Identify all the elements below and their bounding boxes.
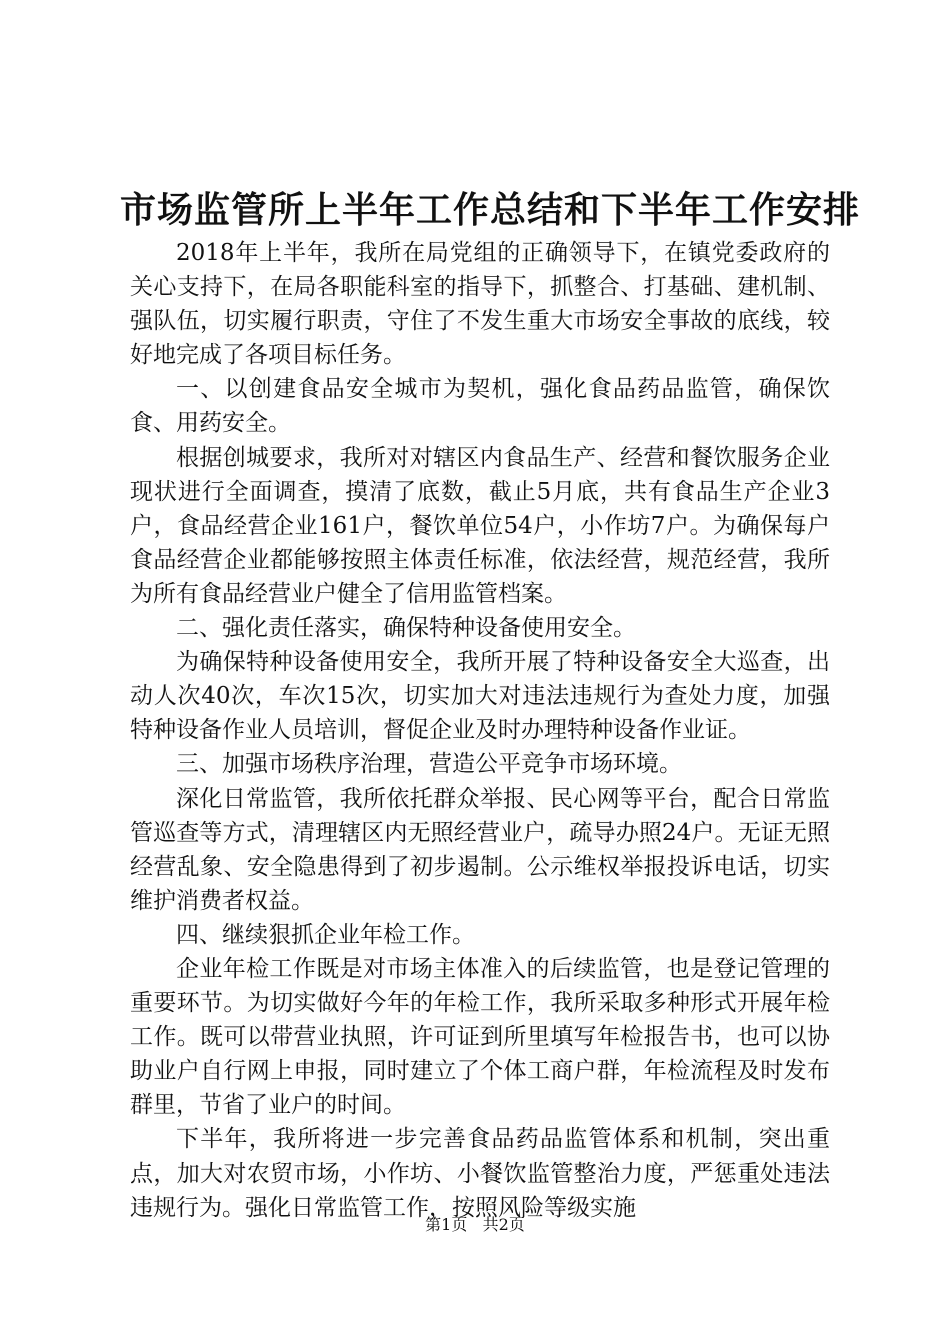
section-heading-2: 二、强化责任落实，确保特种设备使用安全。	[176, 615, 636, 642]
paragraph-market-order: 深化日常监管，我所依托群众举报、民心网等平台，配合日常监管巡查等方式，清理辖区内无照经营业户，疏导办照24户。无证无照经营乱象、安全隐患得到了初步遏制。公示维权举报投诉电话，切实维护消费者权益。	[130, 785, 830, 914]
paragraph-annual-inspection: 企业年检工作既是对市场主体准入的后续监管，也是登记管理的重要环节。为切实做好今年的年检工作，我所采取多种形式开展年检工作。既可以带营业执照，许可证到所里填写年检报告书，也可以协助业户自行网上申报，同时建立了个体工商户群，年检流程及时发布群里，节省了业户的时间。	[130, 955, 830, 1119]
document-title: 市场监管所上半年工作总结和下半年工作安排	[120, 189, 861, 231]
document-body	[130, 236, 830, 1225]
page-separator	[472, 1215, 477, 1234]
page-number: 第1页	[425, 1215, 468, 1234]
paragraph-food-safety: 根据创城要求，我所对对辖区内食品生产、经营和餐饮服务企业现状进行全面调查，摸清了底数，截止5月底，共有食品生产企业3户，食品经营企业161户，餐饮单位54户，小作坊7户。为确保每户食品经营企业都能够按照主体责任标准，依法经营，规范经营，我所为所有食品经营业户健全了信用监管档案。	[130, 444, 830, 607]
page-footer	[0, 1214, 950, 1236]
section-heading-4: 四、继续狠抓企业年检工作。	[176, 921, 475, 948]
section-heading-1: 一、以创建食品安全城市为契机，强化食品药品监管，确保饮食、用药安全。	[130, 376, 830, 437]
section-heading-3: 三、加强市场秩序治理，营造公平竞争市场环境。	[176, 751, 682, 778]
paragraph-special-equipment: 为确保特种设备使用安全，我所开展了特种设备安全大巡查，出动人次40次，车次15次，切实加大对违法违规行为查处力度，加强特种设备作业人员培训，督促企业及时办理特种设备作业证。	[130, 649, 830, 744]
paragraph-second-half-plan: 下半年，我所将进一步完善食品药品监管体系和机制，突出重点，加大对农贸市场，小作坊、小餐饮监管整治力度，严惩重处违法违规行为。强化日常监管工作，按照风险等级实施	[130, 1126, 830, 1221]
paragraph-intro: 2018年上半年，我所在局党组的正确领导下，在镇党委政府的关心支持下，在局各职能科室的指导下，抓整合、打基础、建机制、强队伍，切实履行职责，守住了不发生重大市场安全事故的底线，较好地完成了各项目标任务。	[130, 240, 830, 369]
page-total: 共2页	[482, 1215, 525, 1234]
